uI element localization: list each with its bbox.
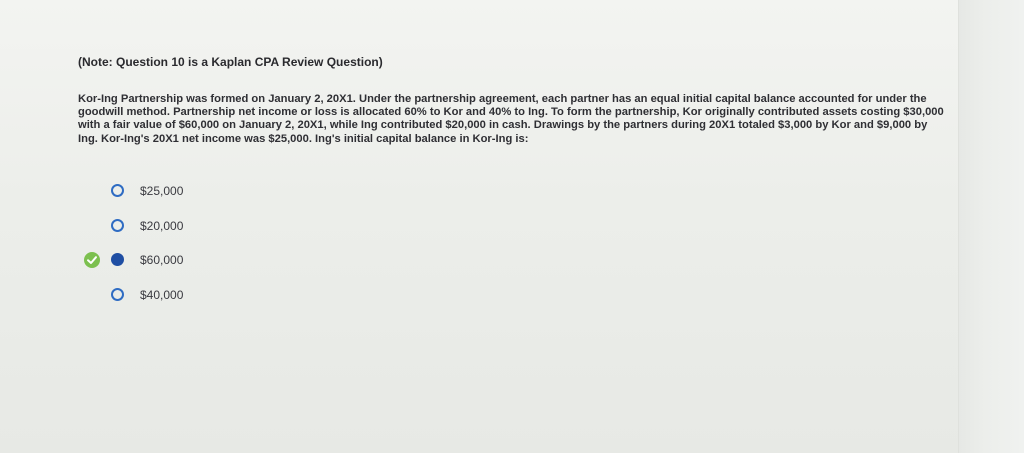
answer-option-label: $20,000	[140, 218, 184, 233]
radio-button-icon[interactable]	[111, 219, 124, 232]
radio-button-icon[interactable]	[111, 184, 124, 197]
page-edge	[958, 0, 1024, 453]
check-circle-icon	[84, 252, 100, 268]
radio-button-selected-icon[interactable]	[111, 253, 124, 266]
answer-option-label: $60,000	[140, 253, 184, 267]
radio-button-icon[interactable]	[111, 288, 124, 301]
answer-option-label: $40,000	[140, 287, 184, 302]
answer-option-2[interactable]	[78, 216, 278, 251]
question-text: Kor-Ing Partnership was formed on January 2, 20X1. Under the partnership agreement, each partner has an equal initial capital balance accounted for under the goodwill method. Partnership net income or loss is allocated 60% to Kor and 40% to Ing. To form the partnership, Kor originally contributed assets costing $30,000 with a fair value of $60,000 on January 2, 20X1, while Ing contributed $20,000 in cash. Drawings by the partners during 20X1 totaled $3,000 by Kor and $9,000 by Ing. Kor-Ing's 20X1 net income was $25,000. Ing's initial capital balance in Kor-Ing is:	[78, 93, 944, 145]
answer-option-1[interactable]	[78, 181, 278, 216]
answer-options	[78, 181, 278, 319]
answer-option-4[interactable]	[78, 285, 278, 320]
answer-option-3[interactable]	[78, 250, 278, 285]
answer-option-label: $25,000	[140, 184, 184, 198]
question-note: (Note: Question 10 is a Kaplan CPA Review Question)	[78, 55, 383, 69]
